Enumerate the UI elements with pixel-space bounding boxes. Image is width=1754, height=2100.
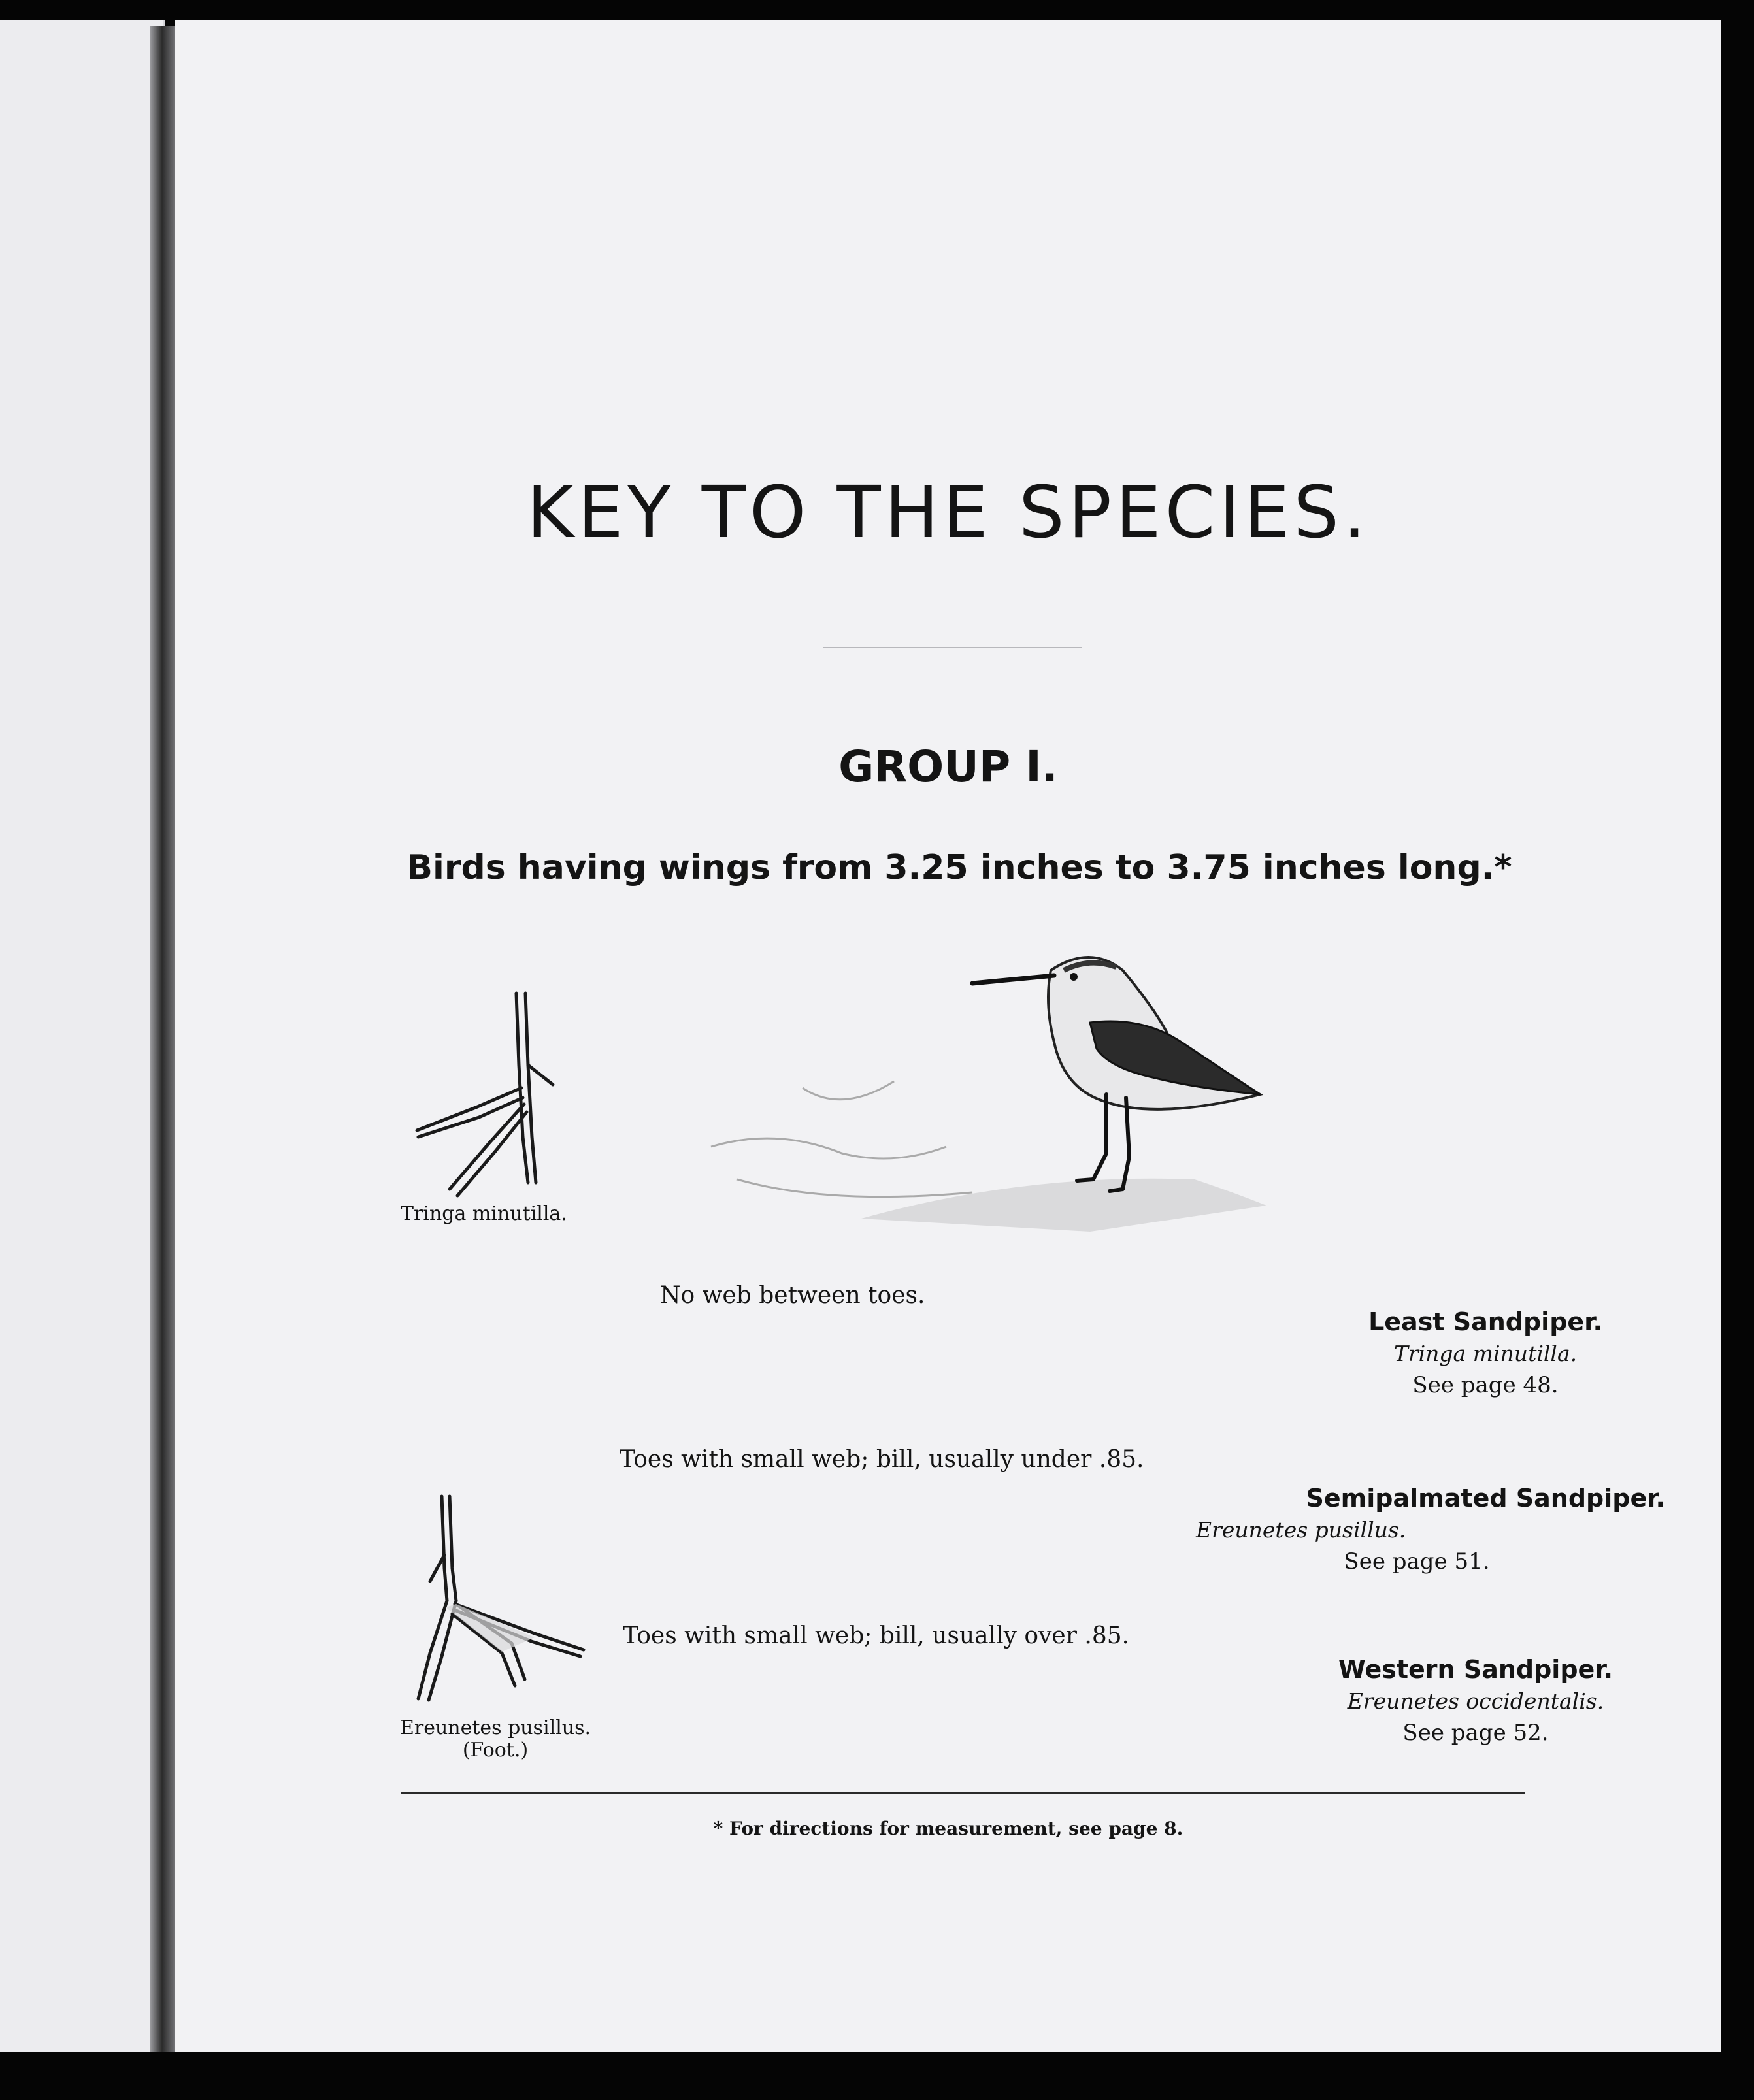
species-latin-name: Ereunetes pusillus. [1196, 1517, 1406, 1543]
species-page-reference: See page 52. [1402, 1720, 1549, 1746]
ereunetes-foot-caption [397, 1717, 593, 1762]
key-trait-1: No web between toes. [660, 1282, 925, 1309]
species-entry-semipalmated-sandpiper [1155, 1482, 1678, 1577]
species-common-name: Semipalmated Sandpiper. [1306, 1484, 1665, 1513]
footnote-divider [401, 1792, 1525, 1794]
species-entry-western-sandpiper [1253, 1653, 1698, 1748]
species-latin-name: Tringa minutilla. [1393, 1341, 1578, 1366]
species-entry-least-sandpiper [1289, 1305, 1681, 1401]
group-description: Birds having wings from 3.25 inches to 3.75 inches long.* [406, 848, 1512, 887]
group-heading: GROUP I. [838, 742, 1058, 792]
ereunetes-foot-caption-line2: (Foot.) [462, 1739, 529, 1762]
species-common-name: Western Sandpiper. [1338, 1655, 1613, 1684]
title-divider [823, 647, 1082, 648]
species-common-name: Least Sandpiper. [1368, 1307, 1602, 1336]
key-trait-3: Toes with small web; bill, usually over .85. [623, 1622, 1130, 1649]
tringa-foot-caption: Tringa minutilla. [401, 1202, 567, 1225]
key-trait-2: Toes with small web; bill, usually under .85. [620, 1446, 1144, 1473]
tringa-foot-illustration [397, 974, 554, 1209]
species-latin-name: Ereunetes occidentalis. [1347, 1688, 1604, 1714]
species-page-reference: See page 51. [1344, 1549, 1490, 1575]
book-page [175, 20, 1721, 2052]
book-gutter [150, 26, 176, 2052]
species-page-reference: See page 48. [1412, 1372, 1559, 1398]
left-page-edge [0, 20, 165, 2052]
ereunetes-foot-illustration [404, 1470, 600, 1718]
page-title: KEY TO THE SPECIES. [526, 470, 1370, 554]
sandpiper-illustration [698, 931, 1391, 1238]
footnote: * For directions for measurement, see page 8. [713, 1818, 1183, 1839]
ereunetes-foot-caption-line1: Ereunetes pusillus. [399, 1716, 591, 1739]
